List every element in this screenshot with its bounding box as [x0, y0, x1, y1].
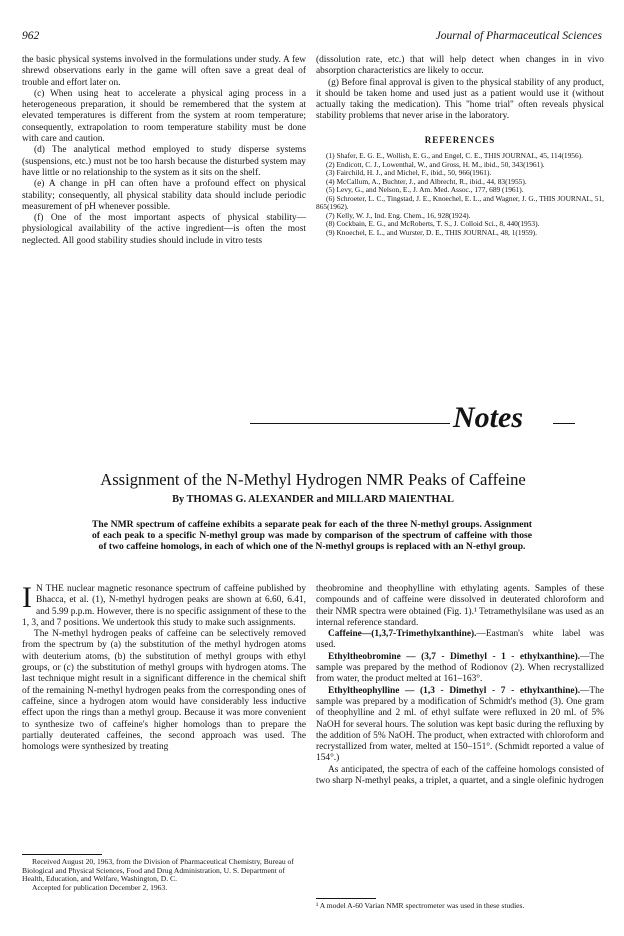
body-left-column: [22, 581, 307, 753]
paragraph: [316, 686, 604, 765]
paragraph: The N-methyl hydrogen peaks of caffeine can be selectively removed from the spectrum by (a) the substitution of the methyl hydrogen atoms with deuterium atoms, (b) the substitution of methyl groups with ethyl groups, or (c) the substitution of methyl groups with hydrogen atoms. The last technique might result in a significant difference in the chemical shift of the remaining N-methyl hydrogen peaks from the corresponding ones of caffeine, since a hydrogen atom would have considerably less inductive effect upon the rings than a methyl group. Because it was more convenient to synthesize two of caffeine's higher homologs than to prepare the partially deuterated caffeines, the second approach was used. The homologs were synthesized by treating: [22, 629, 306, 753]
spectrometer-footnote: ¹ A model A-60 Varian NMR spectrometer was used in these studies.: [316, 901, 525, 910]
paragraph: [316, 629, 604, 652]
compound-heading: Ethyltheobromine — (3,7 - Dimethyl - 1 - ethylxanthine).: [328, 651, 581, 662]
article-title: Assignment of the N-Methyl Hydrogen NMR Peaks of Caffeine: [100, 470, 526, 489]
notes-label: Notes: [453, 401, 523, 434]
paragraph: (dissolution rate, etc.) that will help detect when changes in in vivo absorption characteristics are likely to occur.: [316, 55, 604, 77]
paragraph-text: —The sample was prepared by the method of Rodionov (2). When recrystallized from water, the product melted at 161–163°.: [316, 651, 604, 685]
page-number: 962: [22, 30, 40, 42]
reference-item: (9) Knoechel, E. L., and Wurster, D. E., THIS JOURNAL, 48, 1(1959).: [326, 227, 537, 237]
paragraph: (c) When using heat to accelerate a physical aging process in a heterogeneous preparation, it should be remembered that the system at elevated temperatures is different from the system at room temperature; consequently, extrapolation to room temperature stability must be done with care and caution.: [22, 88, 306, 145]
running-header: [22, 30, 602, 46]
paragraph: (g) Before final approval is given to the physical stability of any product, it should be taken home and used just as a patient would use it (without actually taking the medication). This "home trial" often reveals physical stability problems that never arise in the laboratory.: [316, 77, 604, 122]
paragraph: (e) A change in pH can often have a profound effect on physical stability; consequently, all physical stability data should include periodic measurement of pH whenever possible.: [22, 179, 306, 212]
reference-item: (4) McCallum, A., Buchter, J., and Albrecht, R., ibid., 44, 83(1955).: [326, 176, 527, 186]
reference-item: (8) Cockbain, E. G., and McRoberts, T. S., J. Colloid Sci., 8, 440(1953).: [326, 219, 540, 229]
drop-cap: I: [22, 581, 32, 614]
reference-item: (5) Levy, G., and Nelson, E., J. Am. Med. Assoc., 177, 689 (1961).: [326, 185, 524, 195]
paragraph: the basic physical systems involved in the formulations under study. A few shrewd observations early in the game will often save a great deal of trouble and effort later on.: [22, 55, 306, 88]
article-byline: By THOMAS G. ALEXANDER and MILLARD MAIENTHAL: [172, 494, 454, 505]
journal-title: Journal of Pharmaceutical Sciences: [435, 30, 602, 42]
footnote-text: Received August 20, 1963, from the Division of Pharmaceutical Chemistry, Bureau of Biological and Physical Sciences, Food and Drug Administration, U. S. Department of Health, Education, and Welfare, Washington, D. C.: [22, 857, 294, 884]
paragraph: As anticipated, the spectra of each of the caffeine homologs consisted of two sharp N-methyl peaks, a triplet, a quartet, and a single olefinic hydrogen: [316, 764, 604, 787]
paragraph-text: —The sample was prepared by a modification of Schmidt's method (3). One gram of theophylline and 2 ml. of ethyl sulfate were refluxed in 20 ml. of 5% NaOH for several hours. The solution was kept basic during the refluxing by the addition of 5% NaOH. The product, when extracted with chloroform and recrystallized from water, melted at 150–151°. (Schmidt reported a value of 154°.): [316, 685, 604, 764]
paragraph-text: nuclear magnetic resonance spectrum of caffeine published by Bhacca, et al. (1), N-methyl hydrogen peaks are shown at 6.60, 6.41, and 5.99 p.p.m. However, there is no specific assignment of these to the 1, 3, and 7 positions. We undertook this study to make such assignments.: [22, 584, 307, 628]
notes-section-heading: [250, 395, 575, 435]
article-abstract: The NMR spectrum of caffeine exhibits a separate peak for each of the three N-methyl groups. Assignment of each peak to a specific N-methyl group was made by comparison of the spectrum of caffeine with those of two caffeine homologs, in each of which one of the N-methyl groups is replaced with an N-ethyl group.: [92, 519, 532, 553]
reference-item: (6) Schroeter, L. C., Tingstad, J. E., Knoechel, E. L., and Wagner, J. G., THIS JOURNAL, 51, 865(1962).: [316, 193, 604, 212]
reference-item: (7) Kelly, W. J., Ind. Eng. Chem., 16, 928(1924).: [326, 210, 471, 220]
heading-rule-right: [553, 423, 575, 424]
paragraph: [22, 581, 307, 629]
compound-heading: Ethyltheophylline — (1,3 - Dimethyl - 7 - ethylxanthine).: [328, 685, 581, 696]
references-heading: REFERENCES: [424, 134, 496, 145]
heading-rule-left: [250, 423, 450, 424]
body-right-column: [316, 584, 604, 787]
reference-item: (1) Shafer, E. G. E., Wollish, E. G., and Engel, C. E., THIS JOURNAL, 45, 114(1956).: [326, 151, 583, 161]
footnote-rule: [316, 898, 376, 899]
reference-item: (3) Fairchild, H. J., and Michel, F., ibid., 50, 966(1961).: [326, 168, 492, 178]
paragraph: (d) The analytical method employed to study disperse systems (suspensions, etc.) must not be too harsh because the disturbed system may have little or no relationship to the system as it sits on the shelf.: [22, 145, 306, 178]
top-right-column: [316, 55, 604, 237]
compound-heading: Caffeine—(1,3,7-Trimethylxanthine).: [328, 629, 477, 640]
footnote-text: Accepted for publication December 2, 1963.: [32, 883, 168, 893]
footnote-rule: [22, 854, 102, 855]
paragraph: (f) One of the most important aspects of physical stability—physiological availability of the active ingredient—is often the most neglected. All good stability studies should include in vitro tests: [22, 213, 306, 246]
paragraph: theobromine and theophylline with ethylating agents. Samples of these compounds and of caffeine were dissolved in deuterated chloroform and their NMR spectra were obtained (Fig. 1).¹ Tetramethylsilane was used as an internal reference standard.: [316, 584, 604, 628]
lead-in: N THE: [36, 584, 64, 594]
reference-item: (2) Endicott, C. J., Lowenthal, W., and Gross, H. M., ibid., 50, 343(1961).: [326, 159, 545, 169]
paragraph-text: —Eastman's white label was used.: [316, 629, 604, 651]
top-left-column: [22, 55, 306, 247]
received-footnote: [22, 858, 306, 893]
paragraph: [316, 652, 604, 686]
references-list: [316, 152, 604, 237]
